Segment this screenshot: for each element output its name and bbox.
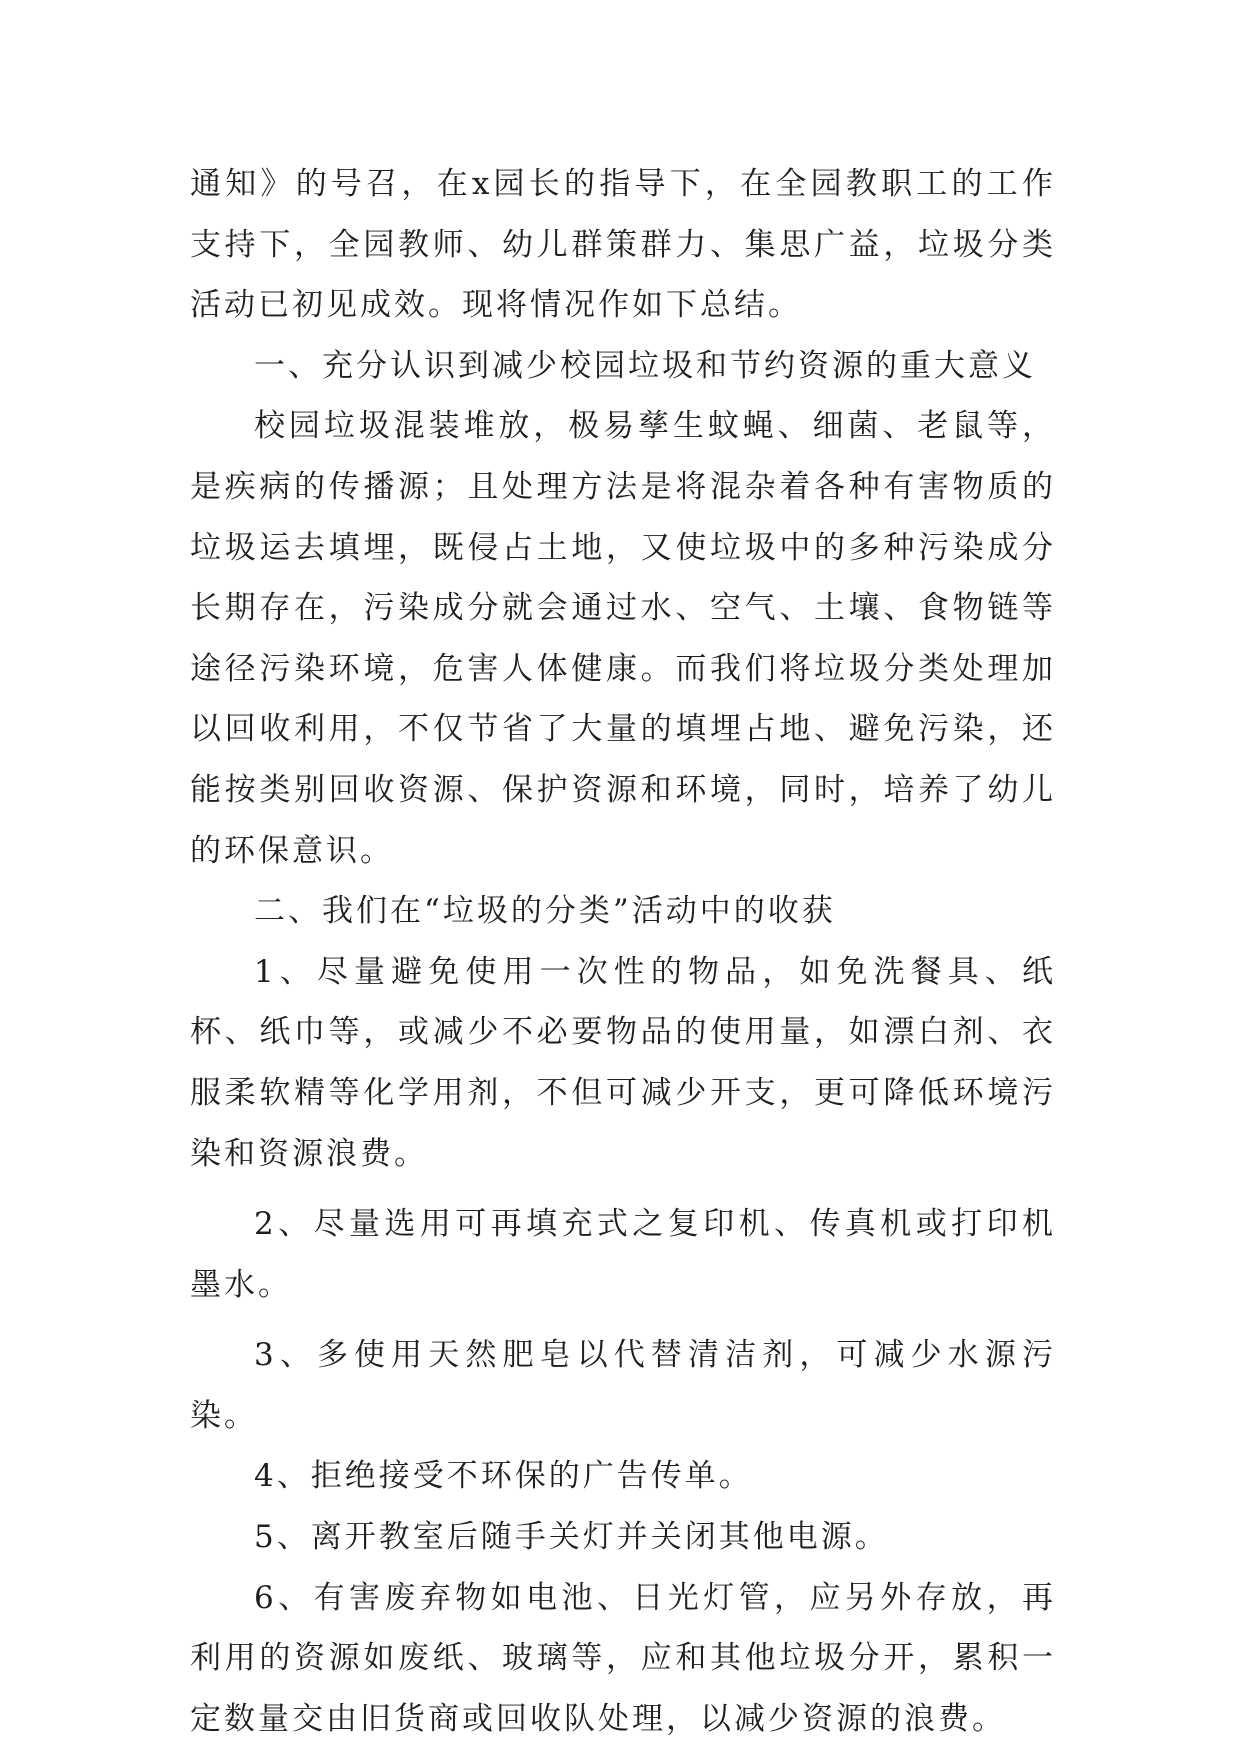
list-item-2: 2、尽量选用可再填充式之复印机、传真机或打印机墨水。 [190, 1206, 1056, 1303]
section-heading-significance: 一、充分认识到减少校园垃圾和节约资源的重大意义 [254, 347, 1036, 384]
list-item-1: 1、尽量避免使用一次性的物品，如免洗餐具、纸杯、纸巾等，或减少不必要物品的使用量，如漂白剂、衣服柔软精等化学用剂，不但可减少开支，更可降低环境污染和资源浪费。 [190, 953, 1056, 1172]
list-item-3: 3、多使用天然肥皂以代替清洁剂，可减少水源污染。 [190, 1337, 1056, 1434]
section-heading-gains: 二、我们在“垃圾的分类”活动中的收获 [254, 893, 836, 930]
document-body [190, 154, 1056, 1749]
paragraph-significance: 校园垃圾混装堆放，极易孳生蚊蝇、细菌、老鼠等，是疾病的传播源；且处理方法是将混杂着各种有害物质的垃圾运去填埋，既侵占土地，又使垃圾中的多种污染成分长期存在，污染成分就会通过水、空气、土壤、食物链等途径污染环境，危害人体健康。而我们将垃圾分类处理加以回收利用，不仅节省了大量的填埋占地、避免污染，还能按类别回收资源、保护资源和环境，同时，培养了幼儿的环保意识。 [190, 408, 1056, 869]
list-item-5: 5、离开教室后随手关灯并关闭其他电源。 [254, 1519, 889, 1556]
paragraph-intro-continuation: 通知》的号召，在x园长的指导下，在全园教职工的工作支持下，全园教师、幼儿群策群力、集思广益，垃圾分类活动已初见成效。现将情况作如下总结。 [190, 166, 1056, 324]
list-item-4: 4、拒绝接受不环保的广告传单。 [254, 1458, 753, 1495]
list-item-6: 6、有害废弃物如电池、日光灯管，应另外存放，再利用的资源如废纸、玻璃等，应和其他垃圾分开，累积一定数量交由旧货商或回收队处理，以减少资源的浪费。 [190, 1579, 1056, 1737]
